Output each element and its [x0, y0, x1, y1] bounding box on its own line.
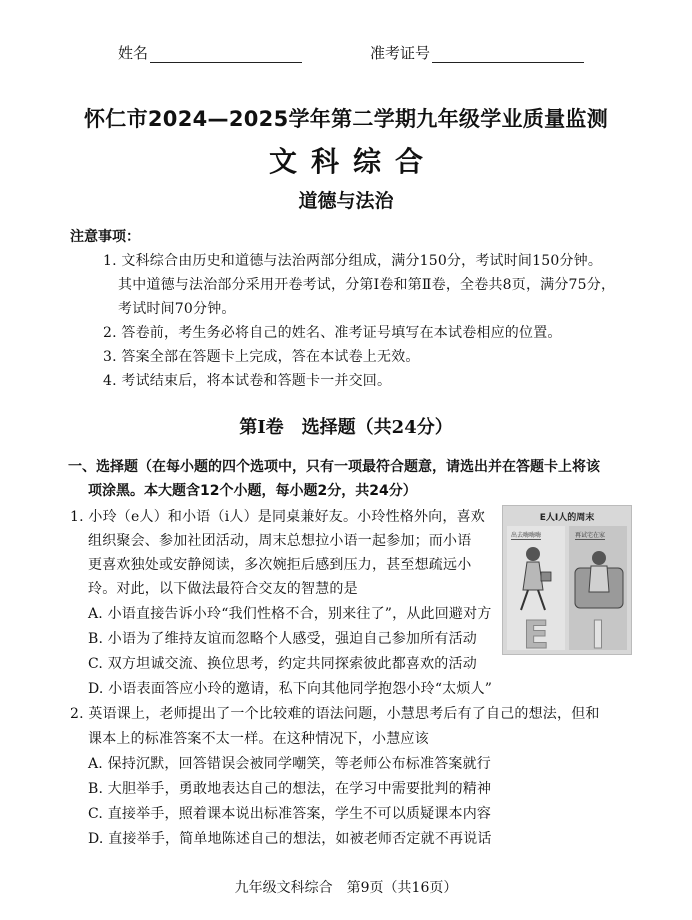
q2-stem-line: 2. 英语课上，老师提出了一个比较难的语法问题，小慧思考后有了自己的想法，但和	[70, 706, 600, 722]
ei-weekend-illustration	[502, 505, 632, 655]
q1-stem-line: 玲。对此，以下做法最符合交友的智慧的是	[88, 581, 358, 597]
i-panel-label: 再试宅在家	[575, 532, 606, 539]
notice-line: 其中道德与法治部分采用开卷考试，分第Ⅰ卷和第Ⅱ卷，全卷共8页，满分75分，	[118, 277, 616, 293]
notice-line: 4. 考试结束后，将本试卷和答题卡一并交回。	[103, 373, 392, 389]
illustration-caption: E人I人的周末	[539, 513, 595, 523]
i-letter: I	[590, 613, 606, 654]
exam-id-blank-line[interactable]	[432, 48, 584, 63]
exam-id-field[interactable]	[370, 42, 584, 63]
illustration-figures	[503, 506, 631, 654]
q1-stem-line: 更喜欢独处或安静阅读，多次婉拒后感到压力，甚至想疏远小	[88, 557, 472, 573]
q2-option-d: D. 直接举手，简单地陈述自己的想法，如被老师否定就不再说话	[88, 831, 492, 847]
q1-option-d: D. 小语表面答应小玲的邀请，私下向其他同学抱怨小玲“太烦人”	[88, 681, 493, 697]
e-letter: E	[523, 613, 549, 654]
name-label: 姓名	[118, 44, 149, 62]
name-blank-line[interactable]	[150, 48, 302, 63]
walking-girl-icon	[521, 547, 551, 610]
name-field[interactable]	[118, 42, 302, 63]
exam-title: 怀仁市2024—2025学年第二学期九年级学业质量监测	[84, 107, 608, 131]
q1-stem-line: 1. 小玲（e人）和小语（i人）是同桌兼好友。小玲性格外向，喜欢	[70, 509, 485, 525]
q1-option-a: A. 小语直接告诉小玲“我们性格不合，别来往了”，从此回避对方	[88, 606, 492, 622]
q1-option-c: C. 双方坦诚交流、换位思考，约定共同探索彼此都喜欢的活动	[88, 656, 477, 672]
section-title: 第Ⅰ卷 选择题（共24分）	[239, 417, 453, 438]
q2-option-a: A. 保持沉默，回答错误会被同学嘲笑，等老师公布标准答案就行	[88, 756, 492, 772]
exam-id-label: 准考证号	[370, 44, 431, 62]
sofa-girl-icon	[575, 551, 623, 608]
sub-subject-title: 道德与法治	[298, 190, 394, 212]
notice-line: 1. 文科综合由历史和道德与法治两部分组成，满分150分，考试时间150分钟。	[103, 253, 603, 269]
part-heading-line: 项涂黑。本大题含12个小题，每小题2分，共24分）	[88, 483, 417, 499]
notice-line: 2. 答卷前，考生务必将自己的姓名、准考证号填写在本试卷相应的位置。	[103, 325, 562, 341]
q2-option-b: B. 大胆举手，勇敢地表达自己的想法，在学习中需要批判的精神	[88, 781, 492, 797]
notice-line: 考试时间70分钟。	[118, 301, 236, 317]
notice-line: 3. 答案全部在答题卡上完成，答在本试卷上无效。	[103, 349, 420, 365]
part-heading-line: 一、选择题（在每小题的四个选项中，只有一项最符合题意，请选出并在答题卡上将该	[68, 459, 600, 475]
page-footer: 九年级文科综合 第9页（共16页）	[234, 880, 458, 896]
q1-option-b: B. 小语为了维持友谊而忽略个人感受，强迫自己参加所有活动	[88, 631, 477, 647]
q2-stem-line: 课本上的标准答案不太一样。在这种情况下，小慧应该	[88, 731, 429, 747]
e-panel-label: 出去嗨嗨嗨	[511, 532, 542, 539]
q2-option-c: C. 直接举手，照着课本说出标准答案，学生不可以质疑课本内容	[88, 806, 492, 822]
subject-title: 文科综合	[268, 145, 437, 178]
q1-stem-line: 组织聚会、参加社团活动，周末总想拉小语一起参加；而小语	[88, 533, 472, 549]
notice-heading: 注意事项：	[70, 229, 140, 245]
